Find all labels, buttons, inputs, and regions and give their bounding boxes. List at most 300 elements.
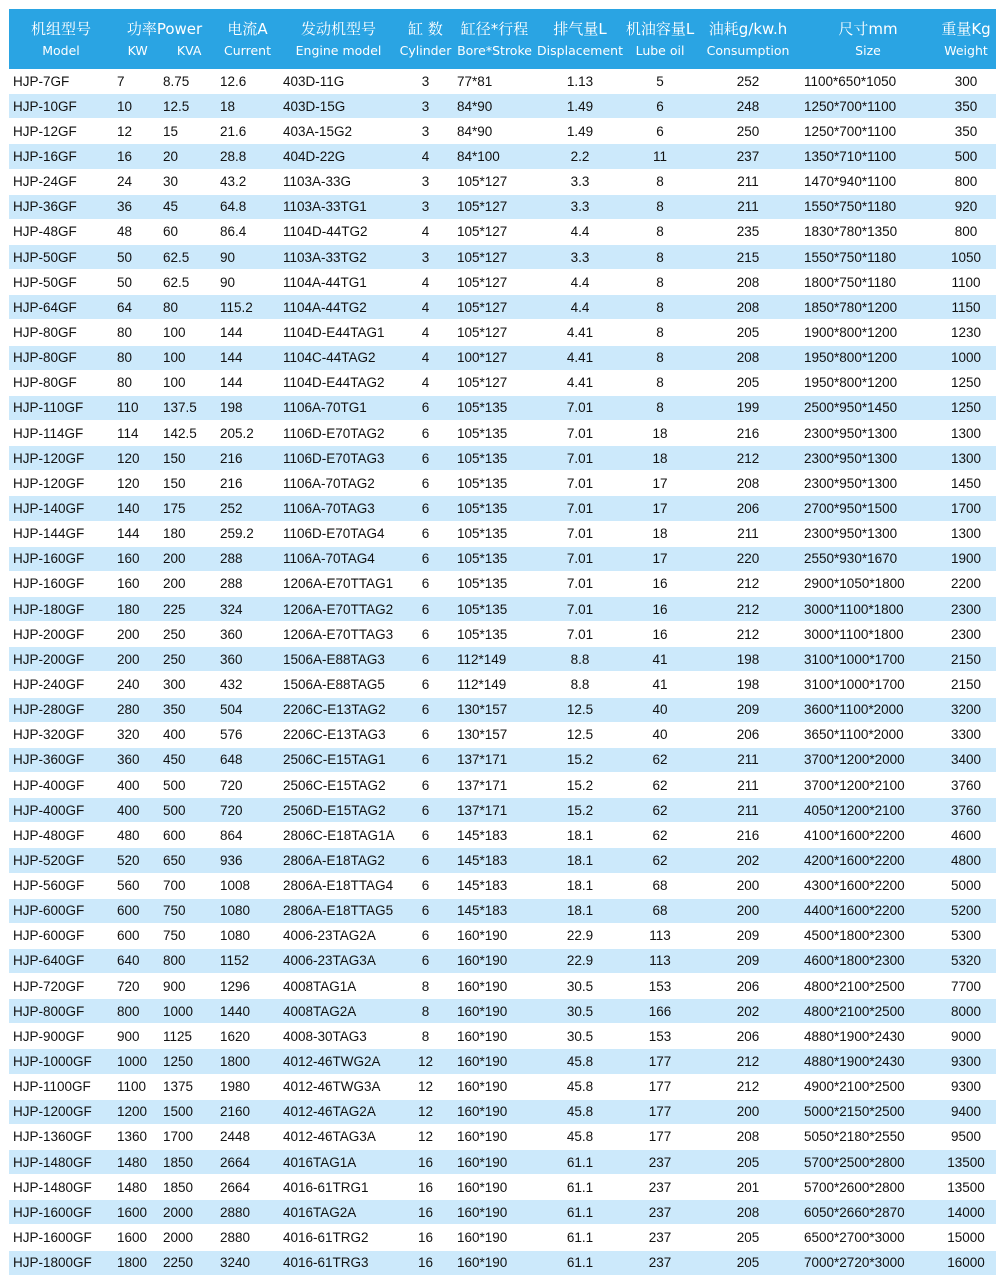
cell-lube-oil: 8 [624, 295, 696, 320]
cell-bore-stroke: 160*190 [453, 1225, 536, 1250]
cell-bore-stroke: 145*183 [453, 898, 536, 923]
cell-size: 4500*1800*2300 [800, 923, 936, 948]
cell-size: 6500*2700*3000 [800, 1225, 936, 1250]
cell-lube-oil: 62 [624, 798, 696, 823]
cell-lube-oil: 8 [624, 345, 696, 370]
cell-consumption: 205 [696, 1150, 800, 1175]
cell-kw: 400 [113, 798, 159, 823]
cell-cylinder: 12 [398, 1099, 453, 1124]
cell-displacement: 61.1 [536, 1200, 624, 1225]
cell-engine-model: 1104D-E44TAG2 [279, 370, 398, 395]
cell-displacement: 61.1 [536, 1225, 624, 1250]
cell-kva: 2000 [159, 1200, 216, 1225]
cell-bore-stroke: 84*90 [453, 94, 536, 119]
cell-bore-stroke: 145*183 [453, 823, 536, 848]
cell-displacement: 18.1 [536, 898, 624, 923]
table-row [9, 672, 996, 697]
cell-kva: 350 [159, 697, 216, 722]
cell-weight: 3400 [936, 747, 996, 772]
header-current: 电流A Current [216, 9, 279, 69]
cell-cylinder: 6 [398, 647, 453, 672]
cell-engine-model: 4016-61TRG2 [279, 1225, 398, 1250]
cell-engine-model: 2806A-E18TTAG4 [279, 873, 398, 898]
cell-lube-oil: 62 [624, 747, 696, 772]
cell-model: HJP-1800GF [9, 1250, 113, 1275]
cell-lube-oil: 177 [624, 1074, 696, 1099]
cell-engine-model: 1104D-44TG2 [279, 219, 398, 244]
cell-kva: 15 [159, 119, 216, 144]
cell-displacement: 18.1 [536, 848, 624, 873]
cell-bore-stroke: 105*135 [453, 446, 536, 471]
cell-weight: 800 [936, 219, 996, 244]
cell-lube-oil: 18 [624, 521, 696, 546]
cell-model: HJP-16GF [9, 144, 113, 169]
cell-weight: 13500 [936, 1150, 996, 1175]
cell-displacement: 22.9 [536, 948, 624, 973]
cell-lube-oil: 62 [624, 772, 696, 797]
cell-bore-stroke: 84*100 [453, 144, 536, 169]
cell-bore-stroke: 130*157 [453, 722, 536, 747]
cell-consumption: 200 [696, 1099, 800, 1124]
cell-engine-model: 4016-61TRG1 [279, 1175, 398, 1200]
cell-size: 1100*650*1050 [800, 69, 936, 94]
cell-cylinder: 3 [398, 244, 453, 269]
cell-current: 1152 [216, 948, 279, 973]
cell-size: 4600*1800*2300 [800, 948, 936, 973]
cell-cylinder: 3 [398, 169, 453, 194]
cell-cylinder: 8 [398, 1024, 453, 1049]
cell-kw: 400 [113, 772, 159, 797]
header-row [9, 9, 996, 69]
cell-bore-stroke: 160*190 [453, 1150, 536, 1175]
table-row [9, 1024, 996, 1049]
cell-consumption: 208 [696, 471, 800, 496]
table-row [9, 1200, 996, 1225]
cell-cylinder: 4 [398, 320, 453, 345]
cell-model: HJP-160GF [9, 546, 113, 571]
cell-engine-model: 1106D-E70TAG3 [279, 446, 398, 471]
cell-lube-oil: 8 [624, 320, 696, 345]
cell-size: 3000*1100*1800 [800, 596, 936, 621]
cell-bore-stroke: 160*190 [453, 1049, 536, 1074]
cell-size: 2300*950*1300 [800, 420, 936, 445]
cell-weight: 800 [936, 169, 996, 194]
cell-kva: 800 [159, 948, 216, 973]
cell-bore-stroke: 77*81 [453, 69, 536, 94]
cell-displacement: 30.5 [536, 1024, 624, 1049]
cell-size: 2300*950*1300 [800, 471, 936, 496]
cell-consumption: 201 [696, 1175, 800, 1200]
cell-engine-model: 4016TAG2A [279, 1200, 398, 1225]
cell-kw: 280 [113, 697, 159, 722]
cell-size: 4800*2100*2500 [800, 999, 936, 1024]
cell-kva: 60 [159, 219, 216, 244]
cell-lube-oil: 16 [624, 571, 696, 596]
cell-model: HJP-24GF [9, 169, 113, 194]
cell-current: 720 [216, 772, 279, 797]
cell-kva: 250 [159, 622, 216, 647]
cell-model: HJP-320GF [9, 722, 113, 747]
cell-bore-stroke: 105*127 [453, 370, 536, 395]
cell-engine-model: 4012-46TWG2A [279, 1049, 398, 1074]
cell-kw: 1200 [113, 1099, 159, 1124]
table-row [9, 144, 996, 169]
table-row [9, 194, 996, 219]
table-row [9, 898, 996, 923]
table-row [9, 622, 996, 647]
cell-kw: 114 [113, 420, 159, 445]
cell-engine-model: 4008TAG2A [279, 999, 398, 1024]
cell-displacement: 7.01 [536, 546, 624, 571]
cell-displacement: 30.5 [536, 999, 624, 1024]
cell-consumption: 209 [696, 697, 800, 722]
cell-lube-oil: 18 [624, 420, 696, 445]
cell-current: 1080 [216, 923, 279, 948]
cell-kva: 100 [159, 320, 216, 345]
cell-current: 86.4 [216, 219, 279, 244]
cell-kva: 1850 [159, 1175, 216, 1200]
cell-consumption: 212 [696, 622, 800, 647]
cell-current: 198 [216, 395, 279, 420]
cell-model: HJP-800GF [9, 999, 113, 1024]
cell-bore-stroke: 137*171 [453, 798, 536, 823]
cell-bore-stroke: 160*190 [453, 1024, 536, 1049]
cell-current: 504 [216, 697, 279, 722]
cell-size: 4800*2100*2500 [800, 974, 936, 999]
cell-current: 288 [216, 571, 279, 596]
cell-kva: 62.5 [159, 244, 216, 269]
cell-displacement: 45.8 [536, 1124, 624, 1149]
cell-bore-stroke: 160*190 [453, 974, 536, 999]
table-row [9, 571, 996, 596]
cell-current: 216 [216, 446, 279, 471]
cell-kw: 1600 [113, 1200, 159, 1225]
cell-displacement: 4.41 [536, 370, 624, 395]
table-row [9, 446, 996, 471]
cell-size: 2300*950*1300 [800, 446, 936, 471]
cell-size: 3000*1100*1800 [800, 622, 936, 647]
cell-engine-model: 1103A-33G [279, 169, 398, 194]
cell-kva: 142.5 [159, 420, 216, 445]
cell-weight: 5200 [936, 898, 996, 923]
cell-kw: 360 [113, 747, 159, 772]
cell-kw: 160 [113, 546, 159, 571]
table-row [9, 1074, 996, 1099]
cell-current: 936 [216, 848, 279, 873]
cell-size: 4400*1600*2200 [800, 898, 936, 923]
header-consumption: 油耗g/kw.h Consumption [696, 9, 800, 69]
cell-current: 1008 [216, 873, 279, 898]
cell-weight: 14000 [936, 1200, 996, 1225]
cell-kw: 180 [113, 596, 159, 621]
cell-engine-model: 2806A-E18TTAG5 [279, 898, 398, 923]
cell-bore-stroke: 105*127 [453, 270, 536, 295]
cell-weight: 15000 [936, 1225, 996, 1250]
cell-displacement: 3.3 [536, 194, 624, 219]
cell-consumption: 206 [696, 722, 800, 747]
cell-displacement: 15.2 [536, 772, 624, 797]
cell-model: HJP-900GF [9, 1024, 113, 1049]
cell-displacement: 7.01 [536, 471, 624, 496]
cell-current: 90 [216, 244, 279, 269]
cell-engine-model: 2806C-E18TAG1A [279, 823, 398, 848]
cell-kw: 110 [113, 395, 159, 420]
cell-engine-model: 2206C-E13TAG3 [279, 722, 398, 747]
cell-displacement: 7.01 [536, 446, 624, 471]
cell-model: HJP-80GF [9, 370, 113, 395]
cell-engine-model: 4008-30TAG3 [279, 1024, 398, 1049]
cell-displacement: 7.01 [536, 395, 624, 420]
cell-current: 115.2 [216, 295, 279, 320]
cell-bore-stroke: 160*190 [453, 1099, 536, 1124]
cell-model: HJP-520GF [9, 848, 113, 873]
cell-lube-oil: 153 [624, 1024, 696, 1049]
cell-bore-stroke: 160*190 [453, 1074, 536, 1099]
cell-weight: 1230 [936, 320, 996, 345]
cell-current: 648 [216, 747, 279, 772]
cell-lube-oil: 237 [624, 1150, 696, 1175]
cell-current: 12.6 [216, 69, 279, 94]
cell-current: 1620 [216, 1024, 279, 1049]
cell-consumption: 216 [696, 420, 800, 445]
header-size: 尺寸mm Size [800, 9, 936, 69]
cell-engine-model: 403A-15G2 [279, 119, 398, 144]
header-power: 功率Power KW KVA [113, 9, 216, 69]
cell-lube-oil: 18 [624, 446, 696, 471]
cell-kva: 100 [159, 370, 216, 395]
cell-size: 3100*1000*1700 [800, 647, 936, 672]
cell-lube-oil: 237 [624, 1175, 696, 1200]
cell-weight: 3760 [936, 772, 996, 797]
cell-kw: 140 [113, 496, 159, 521]
cell-lube-oil: 62 [624, 848, 696, 873]
cell-engine-model: 4016TAG1A [279, 1150, 398, 1175]
cell-current: 2664 [216, 1175, 279, 1200]
cell-engine-model: 4012-46TAG2A [279, 1099, 398, 1124]
table-row [9, 772, 996, 797]
cell-weight: 3300 [936, 722, 996, 747]
cell-consumption: 211 [696, 521, 800, 546]
cell-size: 6050*2660*2870 [800, 1200, 936, 1225]
cell-lube-oil: 6 [624, 94, 696, 119]
cell-engine-model: 2506D-E15TAG2 [279, 798, 398, 823]
cell-kva: 2250 [159, 1250, 216, 1275]
cell-kva: 1375 [159, 1074, 216, 1099]
table-body [9, 69, 996, 1275]
header-kw: KW [127, 42, 148, 58]
cell-weight: 3200 [936, 697, 996, 722]
cell-consumption: 211 [696, 169, 800, 194]
cell-current: 18 [216, 94, 279, 119]
cell-displacement: 7.01 [536, 496, 624, 521]
cell-kw: 200 [113, 622, 159, 647]
cell-displacement: 1.49 [536, 119, 624, 144]
cell-consumption: 199 [696, 395, 800, 420]
cell-consumption: 209 [696, 923, 800, 948]
cell-consumption: 208 [696, 270, 800, 295]
cell-cylinder: 6 [398, 471, 453, 496]
cell-lube-oil: 11 [624, 144, 696, 169]
cell-consumption: 212 [696, 1074, 800, 1099]
cell-bore-stroke: 160*190 [453, 948, 536, 973]
cell-consumption: 205 [696, 1225, 800, 1250]
cell-kw: 520 [113, 848, 159, 873]
cell-lube-oil: 17 [624, 496, 696, 521]
cell-weight: 1250 [936, 370, 996, 395]
cell-current: 2160 [216, 1099, 279, 1124]
cell-kva: 500 [159, 798, 216, 823]
cell-bore-stroke: 105*135 [453, 496, 536, 521]
table-row [9, 873, 996, 898]
cell-bore-stroke: 105*127 [453, 194, 536, 219]
table-row [9, 395, 996, 420]
cell-lube-oil: 62 [624, 823, 696, 848]
cell-displacement: 12.5 [536, 722, 624, 747]
header-model: 机组型号 Model [9, 9, 113, 69]
cell-weight: 2300 [936, 596, 996, 621]
cell-consumption: 205 [696, 370, 800, 395]
cell-lube-oil: 177 [624, 1124, 696, 1149]
cell-weight: 13500 [936, 1175, 996, 1200]
cell-displacement: 61.1 [536, 1150, 624, 1175]
cell-engine-model: 1106D-E70TAG4 [279, 521, 398, 546]
cell-size: 3600*1100*2000 [800, 697, 936, 722]
cell-engine-model: 4016-61TRG3 [279, 1250, 398, 1275]
cell-kw: 64 [113, 295, 159, 320]
cell-kw: 720 [113, 974, 159, 999]
cell-kw: 120 [113, 471, 159, 496]
cell-kva: 2000 [159, 1225, 216, 1250]
cell-engine-model: 1206A-E70TTAG3 [279, 622, 398, 647]
header-weight: 重量Kg Weight [936, 9, 996, 69]
cell-weight: 5320 [936, 948, 996, 973]
cell-consumption: 220 [696, 546, 800, 571]
cell-kva: 180 [159, 521, 216, 546]
table-row [9, 69, 996, 94]
cell-weight: 1000 [936, 345, 996, 370]
cell-model: HJP-160GF [9, 571, 113, 596]
cell-engine-model: 1106A-70TAG4 [279, 546, 398, 571]
cell-consumption: 200 [696, 898, 800, 923]
cell-kva: 150 [159, 446, 216, 471]
cell-kva: 600 [159, 823, 216, 848]
cell-weight: 4600 [936, 823, 996, 848]
cell-kva: 1700 [159, 1124, 216, 1149]
cell-model: HJP-360GF [9, 747, 113, 772]
cell-bore-stroke: 137*171 [453, 772, 536, 797]
cell-size: 5700*2600*2800 [800, 1175, 936, 1200]
cell-size: 1550*750*1180 [800, 194, 936, 219]
cell-displacement: 61.1 [536, 1175, 624, 1200]
cell-kw: 320 [113, 722, 159, 747]
cell-engine-model: 4008TAG1A [279, 974, 398, 999]
cell-current: 216 [216, 471, 279, 496]
cell-weight: 1050 [936, 244, 996, 269]
cell-weight: 9300 [936, 1074, 996, 1099]
cell-lube-oil: 237 [624, 1200, 696, 1225]
cell-size: 2300*950*1300 [800, 521, 936, 546]
cell-size: 1850*780*1200 [800, 295, 936, 320]
cell-bore-stroke: 105*135 [453, 521, 536, 546]
table-row [9, 496, 996, 521]
cell-model: HJP-400GF [9, 772, 113, 797]
cell-model: HJP-80GF [9, 345, 113, 370]
cell-bore-stroke: 105*135 [453, 546, 536, 571]
generator-spec-sheet [9, 9, 996, 1276]
cell-engine-model: 2506C-E15TAG2 [279, 772, 398, 797]
cell-current: 1440 [216, 999, 279, 1024]
table-row [9, 521, 996, 546]
cell-bore-stroke: 105*135 [453, 622, 536, 647]
cell-bore-stroke: 112*149 [453, 672, 536, 697]
cell-size: 3700*1200*2100 [800, 772, 936, 797]
cell-weight: 1700 [936, 496, 996, 521]
table-header [9, 9, 996, 69]
table-row [9, 1049, 996, 1074]
cell-size: 4200*1600*2200 [800, 848, 936, 873]
cell-current: 64.8 [216, 194, 279, 219]
cell-model: HJP-48GF [9, 219, 113, 244]
header-engine: 发动机型号 Engine model [279, 9, 398, 69]
cell-consumption: 250 [696, 119, 800, 144]
cell-kva: 300 [159, 672, 216, 697]
cell-displacement: 45.8 [536, 1074, 624, 1099]
cell-model: HJP-12GF [9, 119, 113, 144]
spec-table [9, 9, 996, 1276]
cell-consumption: 208 [696, 345, 800, 370]
cell-model: HJP-280GF [9, 697, 113, 722]
cell-weight: 1100 [936, 270, 996, 295]
cell-model: HJP-114GF [9, 420, 113, 445]
header-kva: KVA [176, 42, 202, 58]
cell-lube-oil: 68 [624, 898, 696, 923]
cell-engine-model: 1104D-E44TAG1 [279, 320, 398, 345]
cell-size: 1800*750*1180 [800, 270, 936, 295]
cell-weight: 1450 [936, 471, 996, 496]
cell-cylinder: 16 [398, 1175, 453, 1200]
cell-kw: 600 [113, 923, 159, 948]
cell-displacement: 45.8 [536, 1099, 624, 1124]
table-row [9, 320, 996, 345]
cell-bore-stroke: 105*127 [453, 295, 536, 320]
cell-kw: 1360 [113, 1124, 159, 1149]
cell-model: HJP-1480GF [9, 1150, 113, 1175]
cell-bore-stroke: 105*127 [453, 219, 536, 244]
cell-kw: 80 [113, 320, 159, 345]
table-row [9, 270, 996, 295]
cell-lube-oil: 5 [624, 69, 696, 94]
cell-current: 259.2 [216, 521, 279, 546]
cell-cylinder: 6 [398, 395, 453, 420]
cell-model: HJP-180GF [9, 596, 113, 621]
cell-kw: 1100 [113, 1074, 159, 1099]
cell-kw: 1480 [113, 1175, 159, 1200]
cell-engine-model: 4006-23TAG2A [279, 923, 398, 948]
cell-kva: 750 [159, 923, 216, 948]
cell-current: 2880 [216, 1200, 279, 1225]
cell-cylinder: 4 [398, 370, 453, 395]
cell-weight: 1250 [936, 395, 996, 420]
cell-weight: 350 [936, 94, 996, 119]
cell-cylinder: 6 [398, 772, 453, 797]
cell-size: 1550*750*1180 [800, 244, 936, 269]
cell-displacement: 1.49 [536, 94, 624, 119]
cell-current: 1296 [216, 974, 279, 999]
table-row [9, 647, 996, 672]
cell-cylinder: 6 [398, 898, 453, 923]
cell-lube-oil: 8 [624, 244, 696, 269]
cell-kva: 650 [159, 848, 216, 873]
